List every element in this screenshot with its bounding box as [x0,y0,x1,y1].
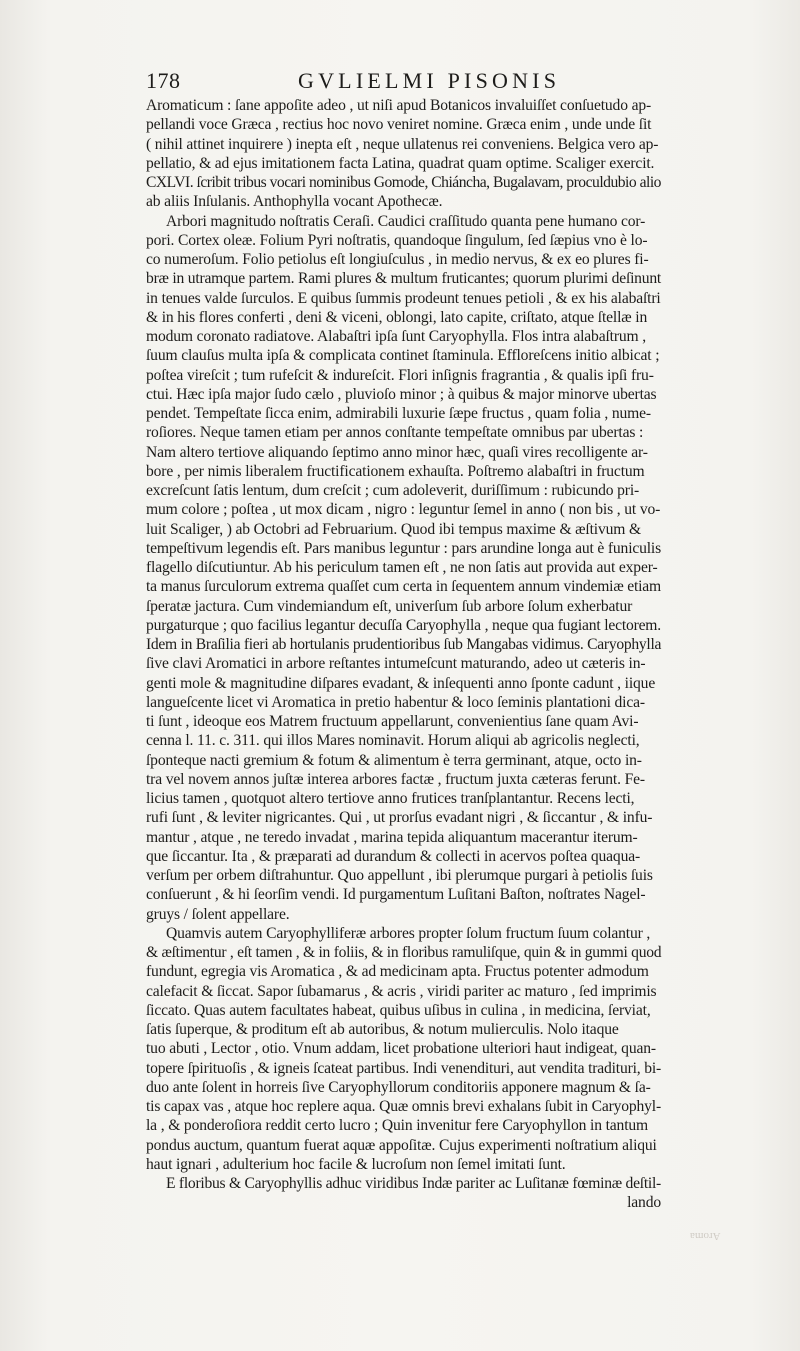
text-line: haut ignari , adulterium hoc facile & lucroſum non ſemel imitati ſunt. [146,1155,566,1173]
running-head: GVLIELMI PISONIS [298,68,561,93]
text-line: ( nihil attinet inquirere ) inepta eſt , neque ullatenus rei conveniens. Belgica vero ap- [146,135,659,153]
text-line: tra vel novem annos juſtæ interea arbores factæ , fructum juxta cæteras ferunt. Fe- [146,770,645,788]
paragraph [146,924,661,1174]
text-line: pellatio, & ad ejus imitationem facta Latina, quadrat quam optime. Scaliger exercit. [146,154,655,172]
text-line: pondus auctum, quantum fuerat aquæ appoſitæ. Cujus experimenti noſtratium aliqui [146,1136,657,1154]
text-line: in tenues valde ſurculos. E quibus ſummis prodeunt tenues petioli , & ex his alabaſtri [146,289,661,307]
text-line: ſperatæ jactura. Cum vindemiandum eſt, univerſum ſub arbore ſolum exherbatur [146,597,633,615]
text-line: bore , per nimis liberalem fructificationem exhauſta. Poſtremo alabaſtri in fructum [146,462,645,480]
text-line: ſatis ſuperque, & proditum eſt ab autoribus, & notum mulierculis. Nolo itaque [146,1021,619,1038]
text-line: mum colore ; poſtea , ut mox dicam , nigro : leguntur ſemel in anno ( non bis , ut vo- [146,501,661,519]
text-line: ſive clavi Aromatici in arbore reſtantes intumeſcunt maturando, adeo ut cæteris in- [146,655,646,673]
text-line: & æſtimentur , eſt tamen , & in foliis, & in floribus ramuliſque, quin & in gummi quod [146,944,662,961]
text-line: Idem in Braſilia fieri ab hortulanis prudentioribus ſub Mangabas vidimus. Caryophylla [146,636,662,653]
text-line: pori. Cortex oleæ. Folium Pyri noſtratis, quandoque ſingulum, ſed ſæpius vno è lo- [146,231,648,249]
text-line: bræ in utramque partem. Rami plures & multum fruticantes; quorum plurimi deſinunt [146,270,662,288]
text-line: calefacit & ſiccat. Sapor ſubamarus , & acris , viridi pariter ac maturo , ſed imprimis [146,982,657,1000]
text-line: ſuum clauſus multa ipſa & complicata continet ſtaminula. Effloreſcens initio albicat ; [146,347,660,365]
text-line: langueſcente licet vi Aromatica in pretio habentur & loco ſeminis plantationi dica- [146,693,645,711]
bleed-through-text: Aroma [690,1230,721,1242]
text-line: cenna l. 11. c. 311. qui illos Mares nominavit. Horum aliqui ab agricolis neglecti, [146,732,640,750]
text-line: tuo abuti , Lector , otio. Vnum addam, licet probatione ulteriori haut indigeat, quan- [146,1040,656,1058]
text-line: roſiores. Neque tamen etiam per annos conſtante tempeſtate omnibus par ubertas : [146,424,644,442]
text-line: mantur , atque , ne teredo invadat , marina tepida aliquantum macerantur iterum- [146,828,638,846]
text-line: Aromaticum : ſane appoſite adeo , ut niſi apud Botanicos invaluiſſet conſuetudo ap- [146,97,652,114]
text-line: ctui. Hæc ipſa major ſudo cælo , pluvioſo minor ; à quibus & major minorve ubertas [146,385,657,403]
text-line: Quamvis autem Caryophylliferæ arbores propter ſolum fructum ſuum colantur , [166,924,651,942]
text-line: purgaturque ; quo facilius legantur decuſſa Caryophylla , neque qua fugiant lectorem. [146,616,661,634]
text-line: la , & ponderoſiora reddit certo lucro ; Quin invenitur fere Caryophyllon in tantum [146,1117,649,1135]
text-line: duo ante ſolent in horreis ſive Caryophyllorum conditoriis apponere magnum & ſa- [146,1078,651,1096]
text-line: pendet. Tempeſtate ſicca enim, admirabili luxurie ſæpe fructus , quam folia , nume- [146,405,651,422]
catchword: lando [627,1194,661,1212]
text-line: pellandi voce Græca , rectius hoc novo veniret nomine. Græca enim , unde unde ſit [146,116,652,134]
text-line: gruys / ſolent appellare. [146,905,290,923]
text-line: ſponteque nacti gremium & fotum & alimentum è terra germinant, atque, octo in- [146,751,642,769]
text-line: co numeroſum. Folio petiolus eſt longiuſculus , in medio nervus, & ex eo plures fi- [146,251,649,268]
text-line: Arbori magnitudo noſtratis Ceraſi. Caudici craſſitudo quanta pene humano cor- [166,212,646,230]
body-text [146,96,661,1213]
text-line: fundunt, egregia vis Aromatica , & ad medicinam apta. Fructus potenter admodum [146,963,649,981]
text-line: CXLVI. ſcribit tribus vocari nominibus Gomode, Chiáncha, Bugalavam, proculdubio alio [146,174,661,191]
text-line: Nam altero tertiove aliquando ſeptimo anno minor hæc, quaſi vires recolligente ar- [146,443,648,461]
text-line: licius tamen , quotquot altero tertiove anno frutices tranſplantantur. Recens lecti, [146,790,635,807]
text-line: genti mole & magnitudine diſpares evadant, & inſequenti anno ſponte cadunt , iique [146,674,656,692]
text-line: modum coronato radiatove. Alabaſtri ipſa ſunt Caryophylla. Flos intra alabaſtrum , [146,328,647,345]
text-line: conſuerunt , & hi ſeorſim vendi. Id purgamentum Luſitani Baſton, noſtrates Nagel- [146,886,646,904]
text-line: verſum per orbem diſtrahuntur. Quo appellunt , ibi plerumque purgari à petiolis ſuis [146,867,653,884]
text-line: poſtea vireſcit ; tum rufeſcit & indureſcit. Flori inſignis fragrantia , & qualis ipſi fru- [146,366,654,384]
text-line: flagello diſcutiuntur. Ab his periculum tamen eſt , ne non ſatis aut provida aut exper- [146,559,658,576]
text-line: rufi ſunt , & leviter nigricantes. Qui , ut prorſus evadant nigri , & ſiccantur , & infu- [146,809,653,827]
paragraph [146,96,661,212]
text-line: ta manus ſurculorum extrema quaſſet cum certa in ſequentem annum vindemiæ etiam [146,578,661,596]
text-line: que ſiccantur. Ita , & præparati ad durandum & collecti in acervos poſtea quaqua- [146,847,641,865]
paragraph [146,212,661,924]
paragraph [146,1174,661,1193]
text-line: ti ſunt , ideoque eos Matrem fructuum appellarunt, convenientius ſane quam Avi- [146,713,639,730]
text-line: E floribus & Caryophyllis adhuc viridibus Indæ pariter ac Luſitanæ fœminæ deſtil- [166,1175,661,1192]
page-header [146,68,646,96]
text-line: excreſcunt ſatis lentum, dum creſcit ; cum adoleverit, duriſſimum : rubicundo pri- [146,482,640,499]
page-number: 178 [146,68,181,93]
text-line: luit Scaliger, ) ab Octobri ad Februarium. Quod ibi tempus maxime & æſtivum & [146,520,641,538]
text-line: tis capax vas , atque hoc replere aqua. Quæ omnis brevi exhalans ſubit in Caryophyl- [146,1098,661,1115]
text-line: topere ſpirituoſis , & igneis ſcateat partibus. Indi venendituri, aut vendita tradituri, bi- [146,1059,662,1077]
text-line: ſiccato. Quas autem facultates habeat, quibus uſibus in culina , in medicina, ſerviat, [146,1001,651,1019]
text-line: tempeſtivum legendis eſt. Pars manibus leguntur : pars arundine longa aut è funiculis [146,539,662,557]
text-line: ab aliis Inſulanis. Anthophylla vocant Apothecæ. [146,193,443,211]
text-line: & in his flores conferti , deni & viceni, oblongi, lato capite, criſtato, atque ſtellæ in [146,308,648,326]
